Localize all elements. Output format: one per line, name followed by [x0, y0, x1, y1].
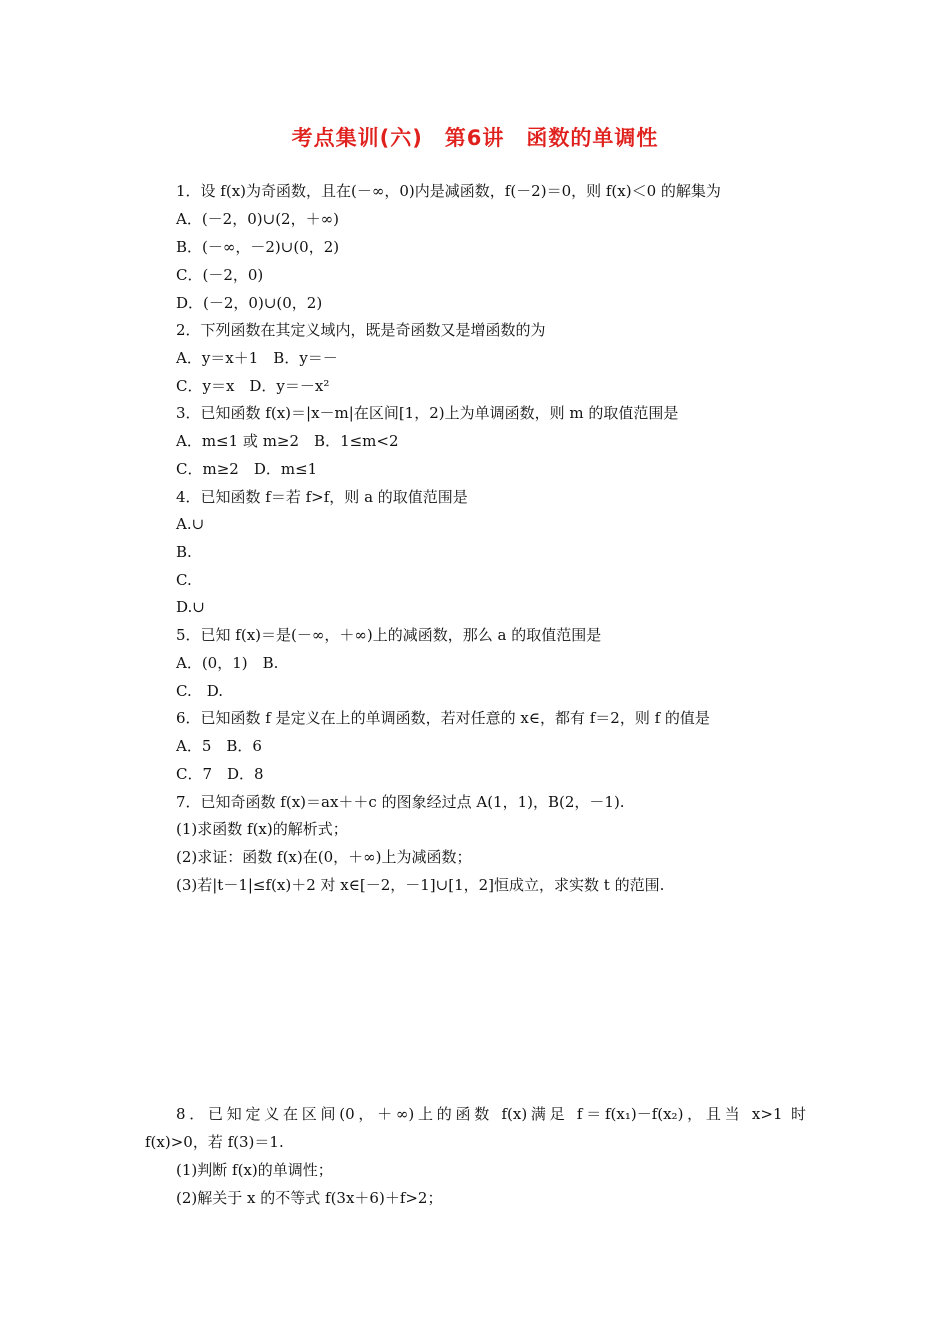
option-1a: A．(－2，0)∪(2，＋∞)	[176, 210, 339, 228]
options-6ab: A．5 B．6	[176, 737, 262, 755]
options-2ab: A．y＝x＋1 B．y＝－	[176, 349, 338, 367]
question-7-part-2: (2)求证：函数 f(x)在(0，＋∞)上为减函数；	[176, 848, 472, 866]
question-1: 1．设 f(x)为奇函数，且在(－∞，0)内是减函数，f(－2)＝0，则 f(x)＜0 的解集为	[176, 182, 721, 200]
question-8-cont: f(x)>0，若 f(3)＝1.	[145, 1133, 284, 1151]
page-title: 考点集训(六) 第6讲 函数的单调性	[291, 126, 659, 150]
options-5cd: C. D.	[176, 682, 223, 700]
question-8-part-1: (1)判断 f(x)的单调性；	[176, 1161, 333, 1179]
option-4c: C.	[176, 571, 192, 589]
question-7-part-3: (3)若|t－1|≤f(x)＋2 对 x∈[－2，－1]∪[1，2]恒成立，求实数 t 的范围.	[176, 876, 665, 894]
options-3ab: A．m≤1 或 m≥2 B．1≤m<2	[176, 432, 399, 450]
options-2cd: C．y＝x D．y＝－x²	[176, 377, 330, 395]
question-7: 7．已知奇函数 f(x)＝ax＋＋c 的图象经过点 A(1，1)，B(2，－1).	[176, 793, 625, 811]
options-3cd: C．m≥2 D．m≤1	[176, 460, 318, 478]
question-6: 6．已知函数 f 是定义在上的单调函数，若对任意的 x∈，都有 f＝2，则 f 的值是	[176, 709, 710, 727]
option-1c: C．(－2，0)	[176, 266, 264, 284]
option-1d: D．(－2，0)∪(0，2)	[176, 294, 323, 312]
question-7-part-1: (1)求函数 f(x)的解析式；	[176, 820, 348, 838]
option-4a: A.∪	[176, 515, 205, 533]
option-1b: B．(－∞，－2)∪(0，2)	[176, 238, 340, 256]
question-8-part-2: (2)解关于 x 的不等式 f(3x＋6)＋f>2；	[176, 1189, 443, 1207]
options-6cd: C．7 D．8	[176, 765, 264, 783]
question-4: 4．已知函数 f＝若 f>f，则 a 的取值范围是	[176, 488, 468, 506]
question-2: 2．下列函数在其定义域内，既是奇函数又是增函数的为	[176, 321, 546, 339]
option-4d: D.∪	[176, 598, 205, 616]
option-4b: B.	[176, 543, 192, 561]
question-3: 3．已知函数 f(x)＝|x－m|在区间[1，2)上为单调函数，则 m 的取值范围是	[176, 404, 679, 422]
question-8: 8．已知定义在区间(0，＋∞)上的函数 f(x)满足 f＝f(x₁)－f(x₂)，且当 x>1 时	[176, 1105, 806, 1123]
question-5: 5．已知 f(x)＝是(－∞，＋∞)上的减函数，那么 a 的取值范围是	[176, 626, 602, 644]
options-5ab: A．(0，1) B.	[176, 654, 279, 672]
